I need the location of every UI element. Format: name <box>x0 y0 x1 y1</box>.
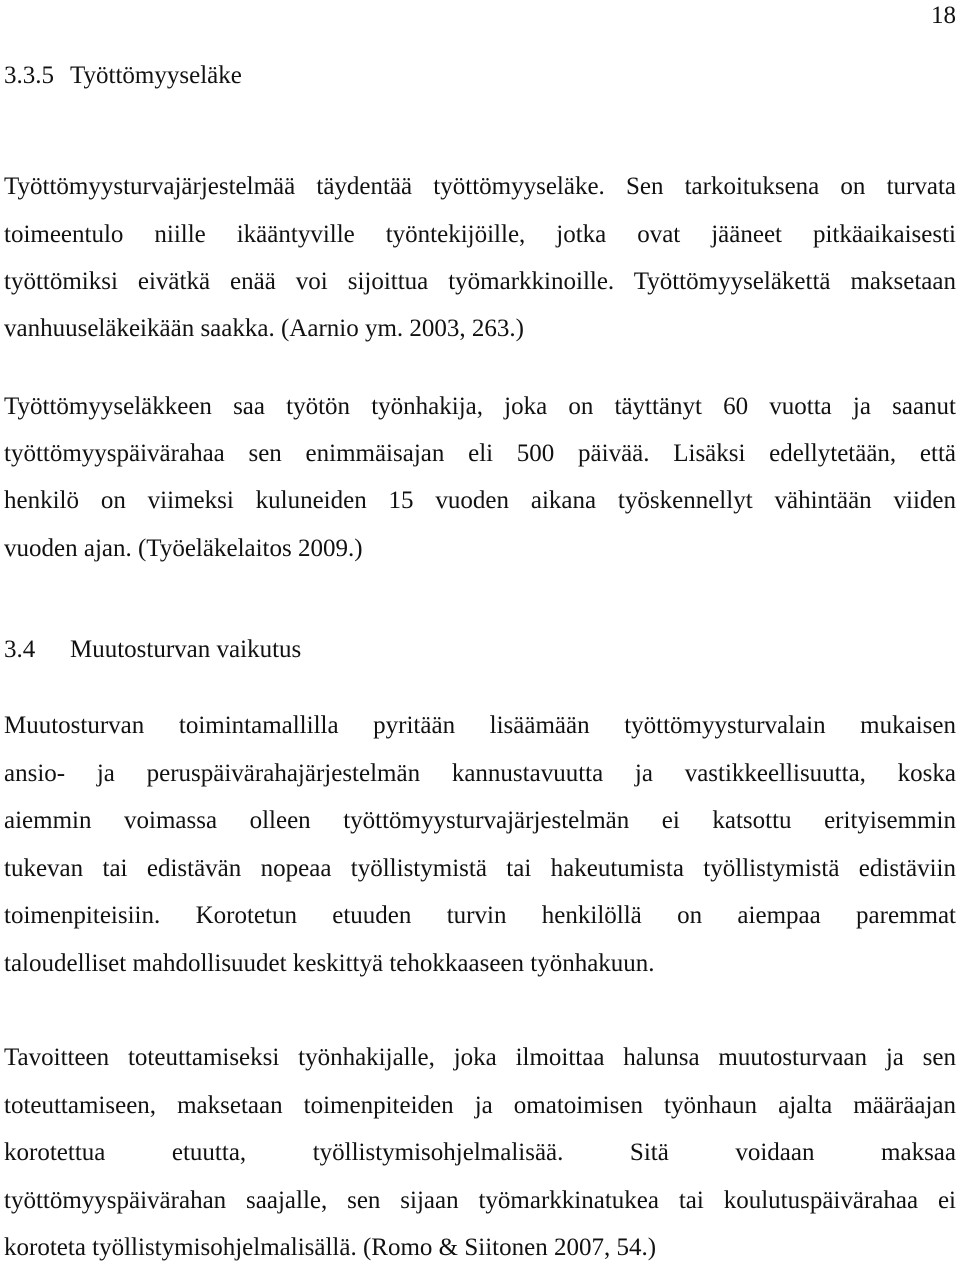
paragraph-line: taloudelliset mahdollisuudet keskittyä tehokkaaseen työnhakuun. <box>4 950 655 977</box>
section-number: 3.4 <box>4 636 36 663</box>
paragraph-line: koroteta työllistymisohjelmalisällä. (Romo & Siitonen 2007, 54.) <box>4 1234 657 1261</box>
paragraph-line: vuoden ajan. (Työeläkelaitos 2009.) <box>4 535 363 562</box>
paragraph-line: aiemmin voimassa olleen työttömyysturvajärjestelmän ei katsottu erityisemmin <box>4 807 956 834</box>
paragraph-line: korotettua etuutta, työllistymisohjelmalisää. Sitä voidaan maksaa <box>4 1139 956 1166</box>
paragraph-line: Muutosturvan toimintamallilla pyritään lisäämään työttömyysturvalain mukaisen <box>4 712 956 739</box>
paragraph-line: Työttömyyseläkkeen saa työtön työnhakija, joka on täyttänyt 60 vuotta ja saanut <box>4 393 956 420</box>
paragraph-line: Työttömyysturvajärjestelmää täydentää työttömyyseläke. Sen tarkoituksena on turvata <box>4 173 956 200</box>
paragraph-line: henkilö on viimeksi kuluneiden 15 vuoden aikana työskennellyt vähintään viiden <box>4 487 956 514</box>
section-heading-3-3-5 <box>4 62 242 90</box>
paragraph-line: tukevan tai edistävän nopeaa työllistymistä tai hakeutumista työllistymistä edistäviin <box>4 855 956 882</box>
section-number: 3.3.5 <box>4 62 54 89</box>
paragraph-line: työttömyyspäivärahan saajalle, sen sijaan työmarkkinatukea tai koulutuspäivärahaa ei <box>4 1187 956 1214</box>
paragraph-line: ansio- ja peruspäivärahajärjestelmän kannustavuutta ja vastikkeellisuutta, koska <box>4 760 956 787</box>
paragraph-line: työttömyyspäivärahaa sen enimmäisajan eli 500 päivää. Lisäksi edellytetään, että <box>4 440 956 467</box>
section-title: Muutosturvan vaikutus <box>70 636 302 663</box>
section-heading-3-4 <box>4 636 301 664</box>
paragraph-line: toimeentulo niille ikääntyville työntekijöille, jotka ovat jääneet pitkäaikaisesti <box>4 221 956 248</box>
paragraph-line: työttömiksi eivätkä enää voi sijoittua työmarkkinoille. Työttömyyseläkettä maksetaan <box>4 268 956 295</box>
page-number: 18 <box>931 2 956 29</box>
paragraph-line: toimenpiteisiin. Korotetun etuuden turvin henkilöllä on aiempaa paremmat <box>4 902 956 929</box>
paragraph-line: toteuttamiseen, maksetaan toimenpiteiden ja omatoimisen työnhaun ajalta määräajan <box>4 1092 956 1119</box>
paragraph-line: vanhuuseläkeikään saakka. (Aarnio ym. 2003, 263.) <box>4 315 524 342</box>
paragraph-line: Tavoitteen toteuttamiseksi työnhakijalle, joka ilmoittaa halunsa muutosturvaan ja sen <box>4 1044 956 1071</box>
section-title: Työttömyyseläke <box>70 62 242 89</box>
